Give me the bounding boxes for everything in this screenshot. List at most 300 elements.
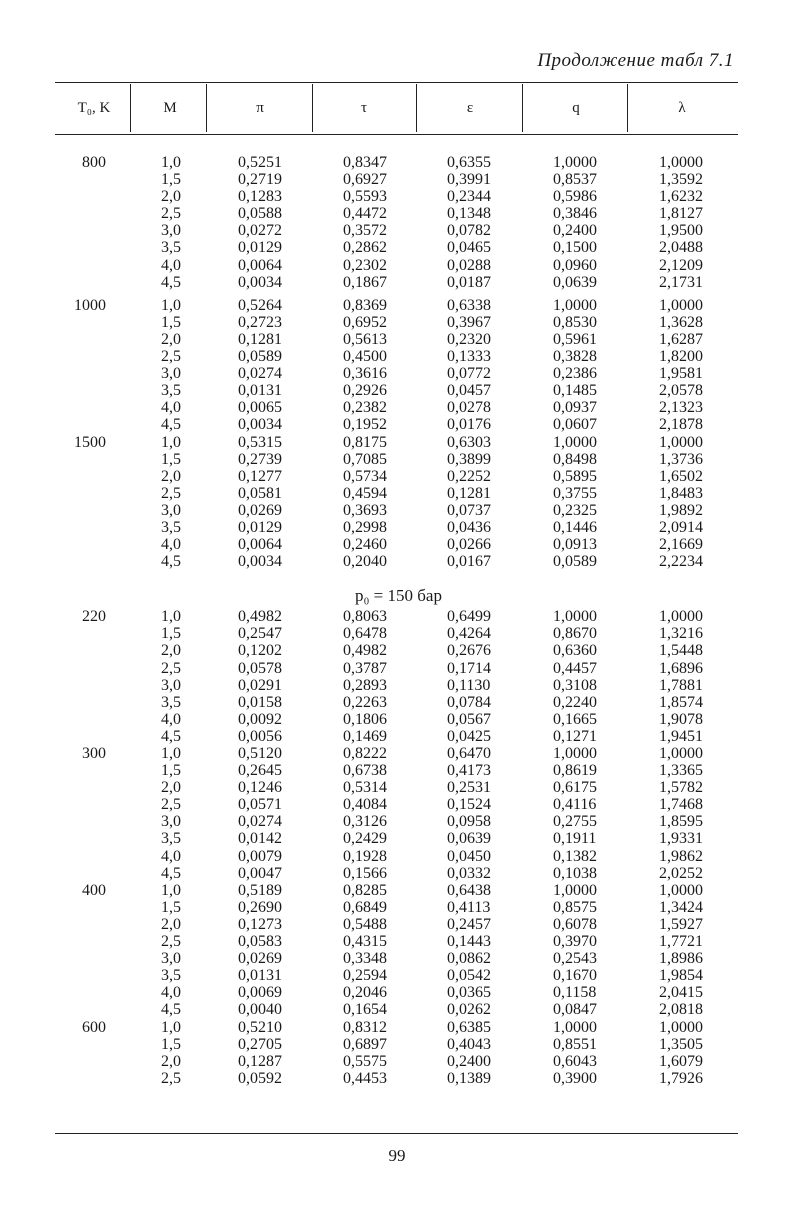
cell-tau: 0,2893 [343,676,387,694]
cell-tau: 0,4594 [343,484,387,502]
cell-epsilon: 0,2531 [447,779,491,797]
cell-q: 0,1038 [553,864,597,882]
cell-pi: 0,1273 [238,915,282,933]
table-row [0,553,794,570]
cell-pi: 0,0291 [238,676,282,694]
cell-pi: 0,2547 [238,625,282,643]
cell-epsilon: 0,6499 [447,608,491,626]
cell-q: 0,1670 [553,967,597,985]
table-row [0,365,794,382]
cell-lambda: 1,6287 [659,330,703,348]
cell-m: 4,0 [161,399,181,417]
cell-pi: 0,2645 [238,762,282,780]
cell-lambda: 2,0818 [659,1001,703,1019]
column-separator [312,84,313,132]
table-row [0,297,794,314]
cell-q: 0,8619 [553,762,597,780]
cell-lambda: 1,7468 [659,796,703,814]
cell-tau: 0,8175 [343,433,387,451]
cell-m: 2,5 [161,796,181,814]
column-separator [206,84,207,132]
cell-lambda: 1,8986 [659,950,703,968]
cell-pi: 0,0274 [238,365,282,383]
cell-q: 0,3970 [553,933,597,951]
cell-pi: 0,0583 [238,933,282,951]
cell-lambda: 1,7721 [659,933,703,951]
cell-pi: 0,0069 [238,984,282,1002]
table-row [0,468,794,485]
cell-pi: 0,2739 [238,450,282,468]
cell-m: 1,5 [161,313,181,331]
cell-lambda: 1,9078 [659,710,703,728]
cell-tau: 0,2926 [343,382,387,400]
table-row [0,848,794,865]
cell-epsilon: 0,6338 [447,296,491,314]
cell-pi: 0,0047 [238,864,282,882]
cell-lambda: 2,0488 [659,239,703,257]
cell-pi: 0,0592 [238,1069,282,1087]
cell-tau: 0,3693 [343,501,387,519]
cell-q: 0,3755 [553,484,597,502]
header-lambda: λ [678,100,686,116]
cell-pi: 0,0588 [238,205,282,223]
cell-q: 1,0000 [553,1018,597,1036]
cell-lambda: 1,0000 [659,881,703,899]
cell-pi: 0,0272 [238,222,282,240]
cell-m: 1,5 [161,171,181,189]
cell-tau: 0,3126 [343,813,387,831]
cell-lambda: 2,1878 [659,416,703,434]
cell-m: 2,0 [161,330,181,348]
cell-epsilon: 0,2400 [447,1052,491,1070]
cell-m: 3,5 [161,967,181,985]
cell-tau: 0,3616 [343,365,387,383]
table-row [0,536,794,553]
cell-tau: 0,1806 [343,710,387,728]
cell-pi: 0,4982 [238,608,282,626]
cell-m: 4,0 [161,710,181,728]
cell-epsilon: 0,6470 [447,745,491,762]
cell-pi: 0,5120 [238,745,282,762]
cell-tau: 0,3572 [343,222,387,240]
table-row [0,188,794,205]
cell-pi: 0,1202 [238,642,282,660]
table-row [0,779,794,796]
cell-m: 4,0 [161,847,181,865]
table-row [0,382,794,399]
cell-pi: 0,0581 [238,484,282,502]
cell-epsilon: 0,0737 [447,501,491,519]
header-q: q [572,100,580,116]
cell-q: 0,1665 [553,710,597,728]
cell-m: 1,5 [161,450,181,468]
cell-tau: 0,2263 [343,693,387,711]
cell-q: 0,8670 [553,625,597,643]
cell-tau: 0,8347 [343,154,387,171]
cell-m: 2,0 [161,1052,181,1070]
cell-q: 0,8537 [553,171,597,189]
cell-tau: 0,1654 [343,1001,387,1019]
cell-tau: 0,8063 [343,608,387,626]
cell-lambda: 1,0000 [659,1018,703,1036]
cell-epsilon: 0,1333 [447,348,491,366]
cell-pi: 0,0129 [238,518,282,536]
cell-pi: 0,0589 [238,348,282,366]
cell-lambda: 1,3216 [659,625,703,643]
cell-m: 1,0 [161,608,181,626]
cell-m: 1,0 [161,296,181,314]
cell-epsilon: 0,0862 [447,950,491,968]
cell-lambda: 1,5782 [659,779,703,797]
cell-epsilon: 0,4113 [447,898,491,916]
cell-lambda: 2,1731 [659,273,703,291]
cell-tau: 0,2862 [343,239,387,257]
cell-m: 4,5 [161,416,181,434]
cell-lambda: 2,1323 [659,399,703,417]
cell-tau: 0,4472 [343,205,387,223]
table-row [0,502,794,519]
cell-tau: 0,6849 [343,898,387,916]
cell-lambda: 1,0000 [659,154,703,171]
cell-lambda: 1,8595 [659,813,703,831]
cell-pi: 0,0092 [238,710,282,728]
cell-epsilon: 0,2344 [447,188,491,206]
cell-lambda: 1,0000 [659,296,703,314]
cell-lambda: 1,0000 [659,433,703,451]
table-row [0,222,794,239]
cell-pi: 0,0065 [238,399,282,417]
cell-epsilon: 0,0450 [447,847,491,865]
cell-lambda: 1,0000 [659,608,703,626]
cell-q: 1,0000 [553,608,597,626]
cell-pi: 0,0079 [238,847,282,865]
cell-m: 3,5 [161,518,181,536]
cell-epsilon: 0,2252 [447,467,491,485]
cell-q: 0,1500 [553,239,597,257]
table-row [0,1001,794,1018]
cell-q: 0,0847 [553,1001,597,1019]
cell-lambda: 1,6232 [659,188,703,206]
cell-epsilon: 0,0784 [447,693,491,711]
cell-epsilon: 0,0958 [447,813,491,831]
cell-q: 0,1158 [553,984,597,1002]
table-row [0,933,794,950]
table-row [0,434,794,451]
table-row [0,694,794,711]
cell-q: 0,2325 [553,501,597,519]
cell-lambda: 1,3424 [659,898,703,916]
cell-pi: 0,5210 [238,1018,282,1036]
cell-m: 2,5 [161,348,181,366]
table-row [0,485,794,502]
cell-lambda: 1,8127 [659,205,703,223]
cell-q: 0,5895 [553,467,597,485]
cell-lambda: 1,5448 [659,642,703,660]
cell-epsilon: 0,0567 [447,710,491,728]
cell-tau: 0,6927 [343,171,387,189]
cell-epsilon: 0,0639 [447,830,491,848]
cell-epsilon: 0,0288 [447,256,491,274]
cell-pi: 0,0056 [238,727,282,745]
cell-q: 1,0000 [553,296,597,314]
cell-m: 3,0 [161,365,181,383]
cell-t0: 800 [82,154,106,171]
cell-lambda: 1,9862 [659,847,703,865]
cell-lambda: 1,9581 [659,365,703,383]
cell-lambda: 1,8200 [659,348,703,366]
cell-q: 0,2240 [553,693,597,711]
cell-epsilon: 0,0332 [447,864,491,882]
cell-tau: 0,5593 [343,188,387,206]
cell-q: 0,0589 [553,553,597,571]
cell-epsilon: 0,3991 [447,171,491,189]
cell-m: 2,0 [161,188,181,206]
cell-t0: 1500 [74,433,106,451]
cell-pi: 0,2705 [238,1035,282,1053]
table-row [0,331,794,348]
cell-m: 3,5 [161,382,181,400]
cell-lambda: 1,6896 [659,659,703,677]
cell-tau: 0,1566 [343,864,387,882]
cell-lambda: 1,7926 [659,1069,703,1087]
cell-q: 0,1382 [553,847,597,865]
cell-m: 1,0 [161,433,181,451]
cell-q: 0,6175 [553,779,597,797]
cell-epsilon: 0,4043 [447,1035,491,1053]
cell-q: 0,1485 [553,382,597,400]
cell-q: 0,8530 [553,313,597,331]
cell-pi: 0,0064 [238,536,282,554]
cell-m: 2,0 [161,779,181,797]
cell-epsilon: 0,1348 [447,205,491,223]
cell-m: 4,0 [161,256,181,274]
cell-tau: 0,5488 [343,915,387,933]
cell-pi: 0,1287 [238,1052,282,1070]
cell-q: 0,5961 [553,330,597,348]
table-row [0,257,794,274]
cell-q: 0,8551 [553,1035,597,1053]
cell-m: 1,5 [161,762,181,780]
cell-lambda: 1,9331 [659,830,703,848]
cell-pi: 0,0129 [238,239,282,257]
cell-pi: 0,1246 [238,779,282,797]
cell-tau: 0,6952 [343,313,387,331]
cell-m: 3,0 [161,222,181,240]
cell-tau: 0,5734 [343,467,387,485]
cell-m: 3,0 [161,950,181,968]
cell-q: 0,2400 [553,222,597,240]
cell-lambda: 1,3736 [659,450,703,468]
cell-pi: 0,1277 [238,467,282,485]
cell-tau: 0,4982 [343,642,387,660]
cell-pi: 0,0269 [238,501,282,519]
cell-m: 2,5 [161,1069,181,1087]
cell-epsilon: 0,6355 [447,154,491,171]
cell-lambda: 2,1669 [659,536,703,554]
cell-m: 4,0 [161,536,181,554]
cell-lambda: 1,8483 [659,484,703,502]
table-row [0,984,794,1001]
cell-lambda: 1,6502 [659,467,703,485]
cell-tau: 0,5613 [343,330,387,348]
cell-m: 1,0 [161,881,181,899]
table-bottom-rule [55,1133,738,1134]
cell-m: 1,0 [161,1018,181,1036]
page-number: 99 [388,1146,406,1165]
cell-q: 0,1271 [553,727,597,745]
cell-m: 4,5 [161,864,181,882]
cell-epsilon: 0,3899 [447,450,491,468]
cell-q: 0,2386 [553,365,597,383]
cell-epsilon: 0,0436 [447,518,491,536]
column-separator [416,84,417,132]
cell-q: 1,0000 [553,745,597,762]
cell-tau: 0,1469 [343,727,387,745]
cell-epsilon: 0,4173 [447,762,491,780]
cell-epsilon: 0,0542 [447,967,491,985]
cell-pi: 0,0269 [238,950,282,968]
cell-epsilon: 0,0365 [447,984,491,1002]
cell-m: 3,0 [161,501,181,519]
table-row [0,451,794,468]
cell-pi: 0,0064 [238,256,282,274]
cell-m: 4,5 [161,727,181,745]
table-row [0,916,794,933]
cell-m: 2,5 [161,205,181,223]
cell-epsilon: 0,1281 [447,484,491,502]
section-subheading [0,578,794,608]
cell-q: 0,1446 [553,518,597,536]
cell-t0: 220 [82,608,106,626]
cell-tau: 0,1928 [343,847,387,865]
subheading-text: p₀ = 150 бар [355,586,442,606]
cell-m: 2,0 [161,915,181,933]
cell-epsilon: 0,0266 [447,536,491,554]
cell-pi: 0,5251 [238,154,282,171]
cell-tau: 0,4500 [343,348,387,366]
header-tau: τ [360,100,368,116]
cell-m: 2,5 [161,659,181,677]
cell-tau: 0,5575 [343,1052,387,1070]
table-row [0,1070,794,1087]
cell-epsilon: 0,1443 [447,933,491,951]
table-row [0,677,794,694]
cell-epsilon: 0,0425 [447,727,491,745]
cell-lambda: 1,3592 [659,171,703,189]
cell-epsilon: 0,6385 [447,1018,491,1036]
cell-lambda: 1,9854 [659,967,703,985]
cell-epsilon: 0,0167 [447,553,491,571]
column-separator [522,84,523,132]
table-row [0,274,794,291]
header-bottom-rule [55,134,738,135]
cell-m: 4,0 [161,984,181,1002]
cell-m: 1,0 [161,154,181,171]
cell-epsilon: 0,4264 [447,625,491,643]
table-row [0,154,794,171]
cell-epsilon: 0,0176 [447,416,491,434]
cell-epsilon: 0,1714 [447,659,491,677]
cell-lambda: 1,3365 [659,762,703,780]
cell-tau: 0,2302 [343,256,387,274]
table-row [0,519,794,536]
cell-epsilon: 0,0262 [447,1001,491,1019]
table-row [0,416,794,433]
cell-pi: 0,1281 [238,330,282,348]
cell-tau: 0,2040 [343,553,387,571]
header-epsilon: ε [466,100,474,116]
cell-lambda: 2,0415 [659,984,703,1002]
cell-epsilon: 0,1130 [447,676,491,694]
table-top-rule [55,82,738,83]
cell-epsilon: 0,1389 [447,1069,491,1087]
cell-q: 0,1911 [553,830,597,848]
cell-m: 4,5 [161,1001,181,1019]
table-row [0,728,794,745]
cell-q: 0,3846 [553,205,597,223]
table-row [0,813,794,830]
cell-t0: 300 [82,745,106,762]
cell-tau: 0,6897 [343,1035,387,1053]
cell-q: 0,2543 [553,950,597,968]
cell-q: 0,0607 [553,416,597,434]
cell-t0: 1000 [74,296,106,314]
cell-q: 0,4457 [553,659,597,677]
cell-m: 4,5 [161,553,181,571]
table-row [0,1036,794,1053]
cell-tau: 0,4453 [343,1069,387,1087]
table-row [0,239,794,256]
cell-tau: 0,8222 [343,745,387,762]
cell-tau: 0,8285 [343,881,387,899]
cell-pi: 0,5189 [238,881,282,899]
cell-t0: 600 [82,1018,106,1036]
header-t0: T₀, K [77,100,111,116]
table-row [0,348,794,365]
cell-q: 0,8498 [553,450,597,468]
cell-q: 0,3900 [553,1069,597,1087]
cell-pi: 0,0142 [238,830,282,848]
table-row [0,1019,794,1036]
cell-lambda: 2,0252 [659,864,703,882]
cell-pi: 0,0131 [238,382,282,400]
cell-pi: 0,2719 [238,171,282,189]
cell-epsilon: 0,0457 [447,382,491,400]
table-caption: Продолжение табл 7.1 [537,50,734,71]
header-m: M [163,100,177,116]
table-row [0,762,794,779]
cell-q: 0,0937 [553,399,597,417]
cell-m: 3,5 [161,239,181,257]
cell-tau: 0,1867 [343,273,387,291]
cell-m: 2,0 [161,467,181,485]
cell-pi: 0,1283 [238,188,282,206]
table-row [0,882,794,899]
cell-q: 0,0960 [553,256,597,274]
cell-q: 0,3828 [553,348,597,366]
cell-q: 1,0000 [553,881,597,899]
cell-lambda: 1,0000 [659,745,703,762]
table-row [0,711,794,728]
cell-lambda: 1,3505 [659,1035,703,1053]
cell-lambda: 2,0578 [659,382,703,400]
cell-tau: 0,2382 [343,399,387,417]
table-row [0,1053,794,1070]
cell-lambda: 1,8574 [659,693,703,711]
cell-epsilon: 0,3967 [447,313,491,331]
cell-epsilon: 0,2676 [447,642,491,660]
cell-tau: 0,3787 [343,659,387,677]
